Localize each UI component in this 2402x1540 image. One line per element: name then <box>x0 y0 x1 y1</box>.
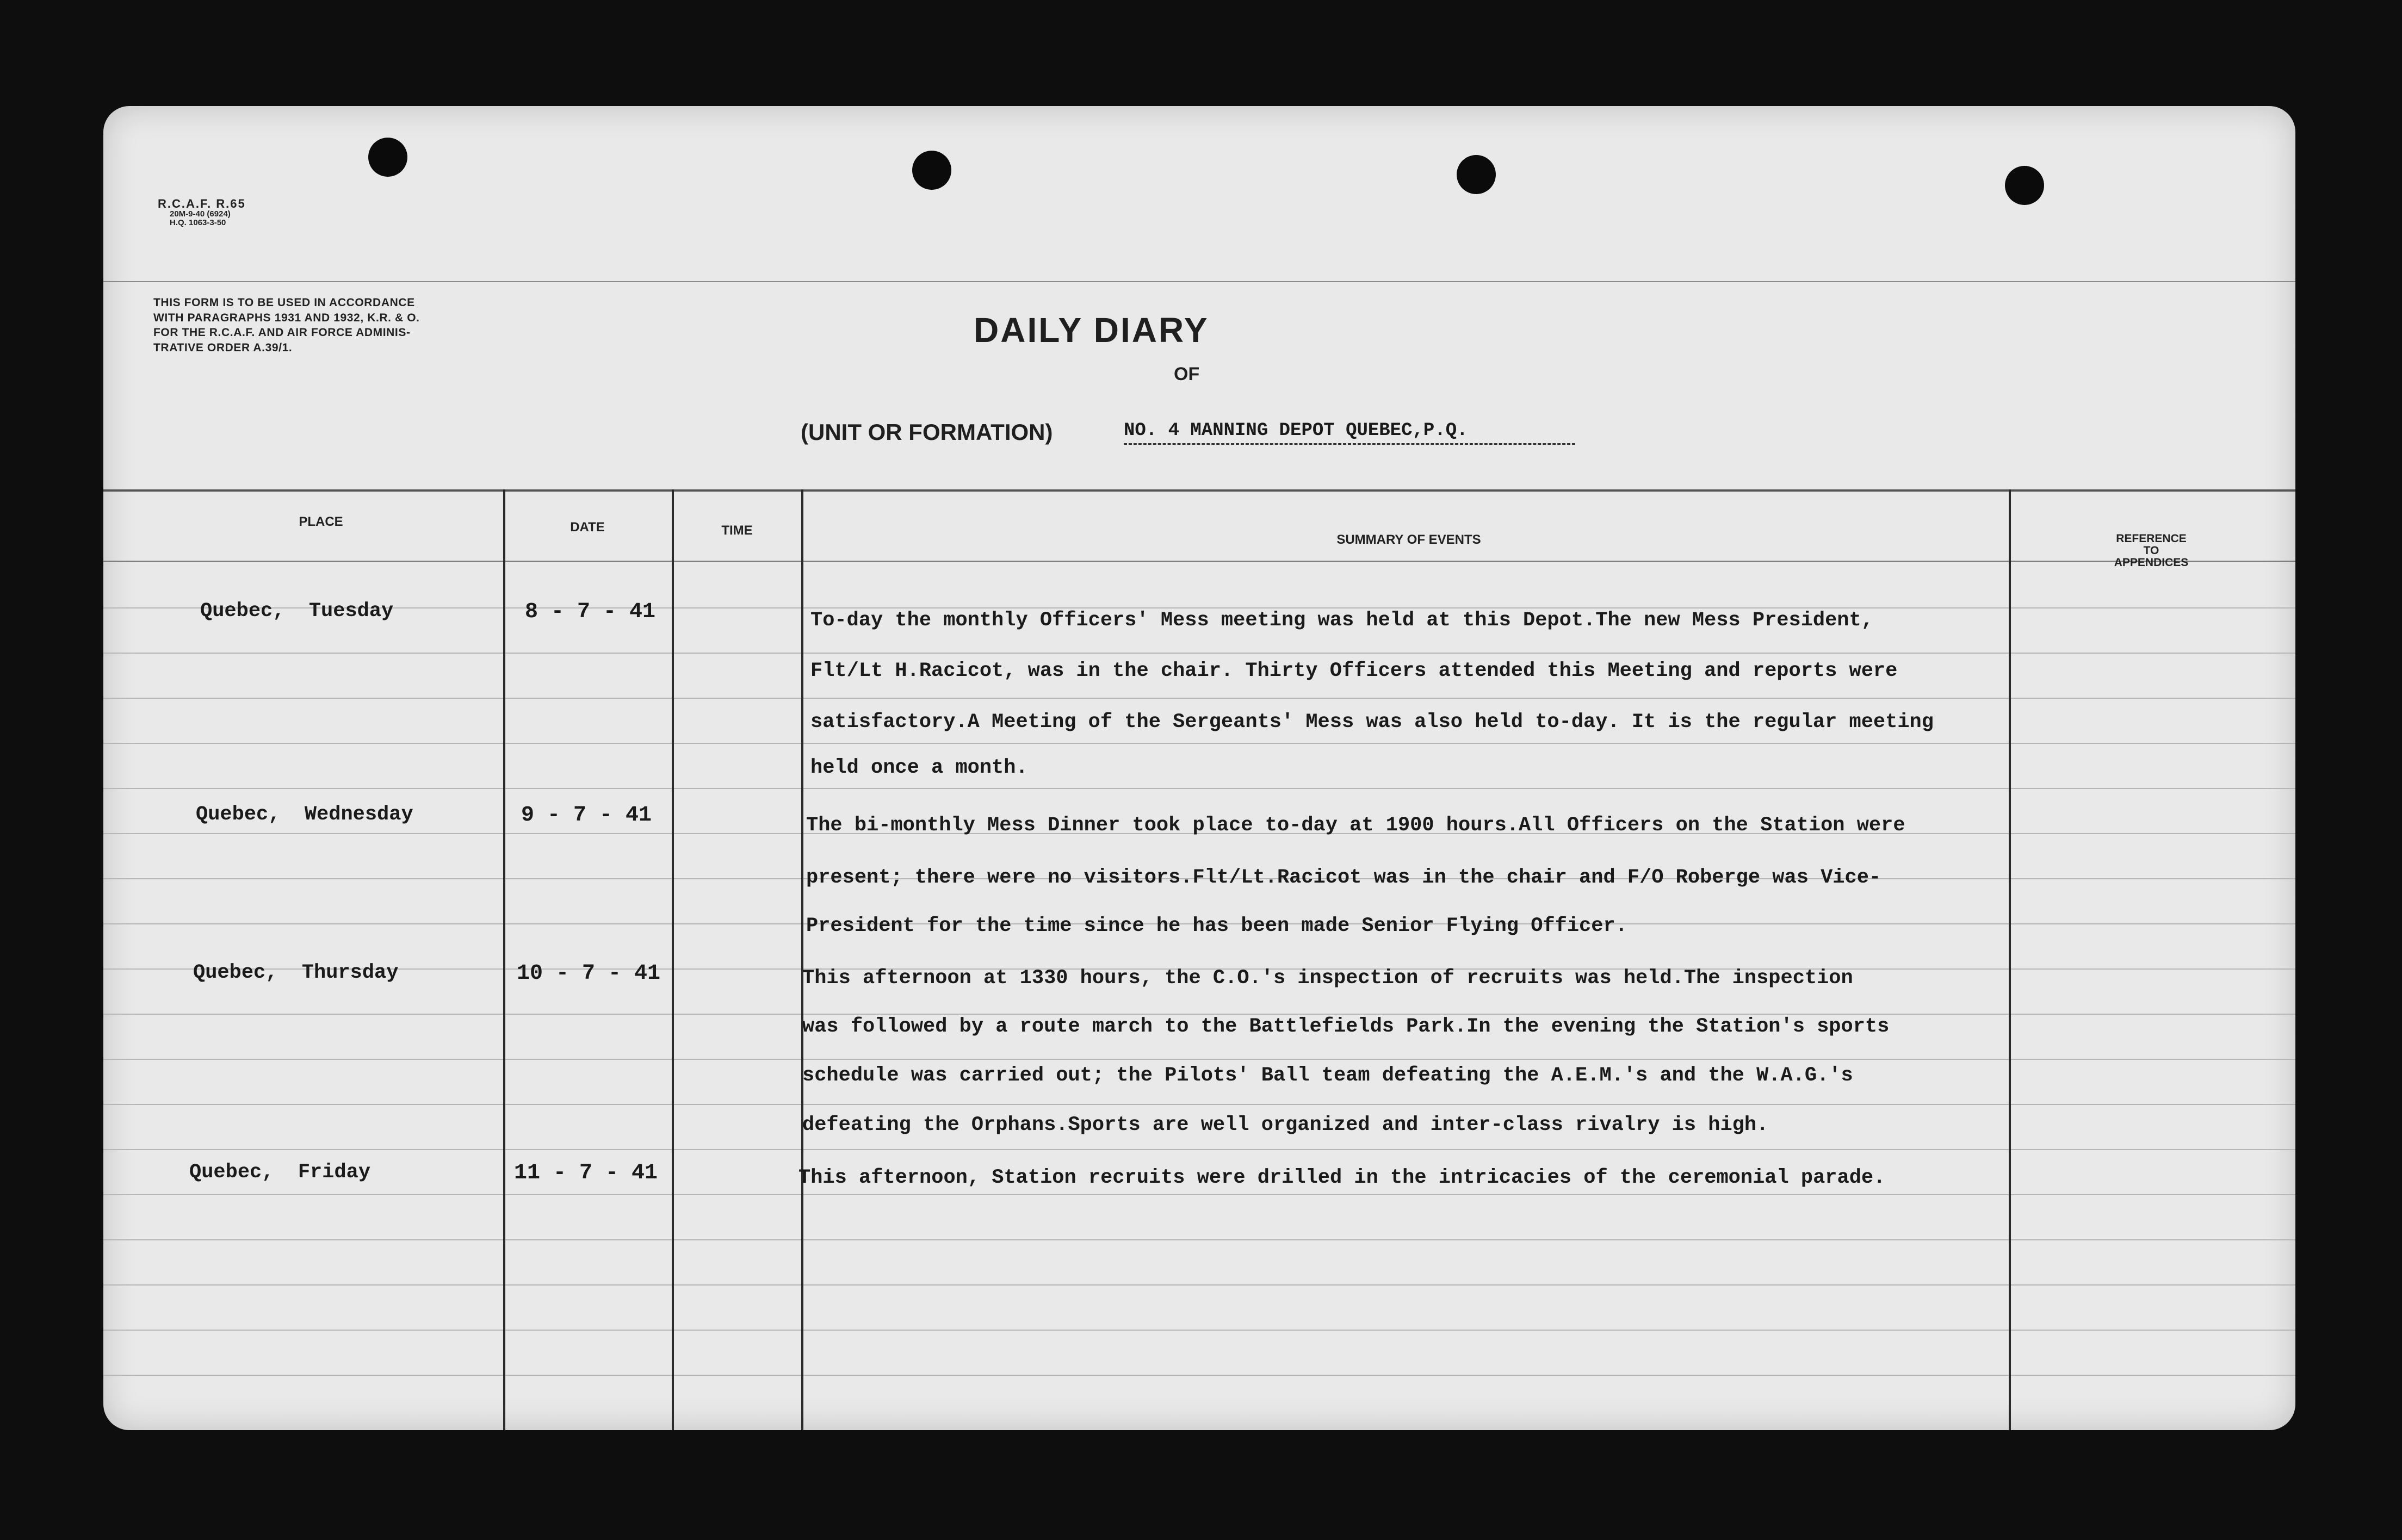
column-divider <box>672 489 674 1430</box>
entry-summary-line: To-day the monthly Officers' Mess meeting was held at this Depot.The new Mess President, <box>810 609 1873 632</box>
entry-summary-line: was followed by a route march to the Battlefields Park.In the evening the Station's sports <box>802 1015 1890 1038</box>
entry-place: Quebec, Friday <box>189 1161 371 1184</box>
instruction-line: FOR THE R.C.A.F. AND AIR FORCE ADMINIS- <box>153 326 411 339</box>
punch-hole <box>2005 166 2044 205</box>
ruled-line <box>103 1375 2295 1376</box>
reference-header-line: REFERENCE <box>2116 532 2187 545</box>
reference-header-line: TO <box>2143 544 2159 557</box>
instruction-line: TRATIVE ORDER A.39/1. <box>153 341 293 355</box>
column-header-date: DATE <box>570 520 605 535</box>
punch-hole <box>368 138 407 177</box>
entry-date: 8 - 7 - 41 <box>525 600 656 624</box>
punch-hole <box>1457 155 1496 194</box>
ruled-line <box>103 607 2295 608</box>
ruled-line <box>103 788 2295 789</box>
column-header-reference <box>2040 533 2263 569</box>
header-separator <box>103 561 2295 562</box>
column-header-place: PLACE <box>299 514 343 529</box>
instruction-line: WITH PARAGRAPHS 1931 AND 1932, K.R. & O. <box>153 311 420 324</box>
title-of: OF <box>1174 364 1200 384</box>
column-header-time: TIME <box>721 523 753 538</box>
ruled-line <box>103 1330 2295 1331</box>
entry-summary-line: Flt/Lt H.Racicot, was in the chair. Thirty Officers attended this Meeting and reports were <box>810 660 1898 682</box>
ruled-line <box>103 1104 2295 1105</box>
ruled-line <box>103 743 2295 744</box>
entry-summary-line: President for the time since he has been made Senior Flying Officer. <box>806 915 1627 937</box>
entry-date: 10 - 7 - 41 <box>517 961 661 986</box>
page-title: DAILY DIARY <box>974 311 1209 350</box>
diary-form <box>103 106 2295 1430</box>
punch-hole <box>912 151 951 190</box>
entry-summary-line: held once a month. <box>810 756 1028 779</box>
unit-label: (UNIT OR FORMATION) <box>801 419 1053 445</box>
ruled-line <box>103 698 2295 699</box>
entry-date: 11 - 7 - 41 <box>514 1161 658 1185</box>
entry-place: Quebec, Tuesday <box>200 600 394 623</box>
column-divider <box>2009 489 2011 1430</box>
entry-place: Quebec, Wednesday <box>196 803 413 826</box>
table-top-border <box>103 489 2295 492</box>
entry-summary-line: schedule was carried out; the Pilots' Ball team defeating the A.E.M.'s and the W.A.G.'s <box>802 1064 1853 1087</box>
ruled-line <box>103 1059 2295 1060</box>
column-divider <box>503 489 505 1430</box>
entry-summary-line: The bi-monthly Mess Dinner took place to-day at 1900 hours.All Officers on the Station were <box>806 814 1905 837</box>
entry-place: Quebec, Thursday <box>193 961 399 984</box>
column-header-summary: SUMMARY OF EVENTS <box>1336 532 1481 547</box>
ruled-line <box>103 1284 2295 1286</box>
entry-summary-line: satisfactory.A Meeting of the Sergeants' Mess was also held to-day. It is the regular meeting <box>810 711 1934 734</box>
ruled-line <box>103 1149 2295 1150</box>
column-divider <box>801 489 803 1430</box>
header-rule <box>103 281 2295 282</box>
ruled-line <box>103 1239 2295 1240</box>
form-instructions <box>153 295 545 356</box>
form-code-line: 20M-9-40 (6924) <box>170 209 231 219</box>
entry-summary-line: present; there were no visitors.Flt/Lt.Racicot was in the chair and F/O Roberge was Vice- <box>806 866 1881 889</box>
form-code-line: R.C.A.F. R.65 <box>158 197 246 210</box>
entry-summary-line: This afternoon at 1330 hours, the C.O.'s inspection of recruits was held.The inspection <box>802 967 1853 990</box>
entry-date: 9 - 7 - 41 <box>521 803 652 828</box>
unit-value: NO. 4 MANNING DEPOT QUEBEC,P.Q. <box>1124 420 1575 445</box>
entry-summary-line: This afternoon, Station recruits were drilled in the intricacies of the ceremonial parade. <box>798 1166 1886 1189</box>
form-code <box>158 197 246 227</box>
ruled-line <box>103 653 2295 654</box>
entry-summary-line: defeating the Orphans.Sports are well organized and inter-class rivalry is high. <box>802 1114 1769 1137</box>
ruled-line <box>103 1194 2295 1195</box>
form-code-line: H.Q. 1063-3-50 <box>170 218 226 227</box>
ruled-line <box>103 1014 2295 1015</box>
reference-header-line: APPENDICES <box>2114 556 2189 569</box>
instruction-line: THIS FORM IS TO BE USED IN ACCORDANCE <box>153 296 415 309</box>
